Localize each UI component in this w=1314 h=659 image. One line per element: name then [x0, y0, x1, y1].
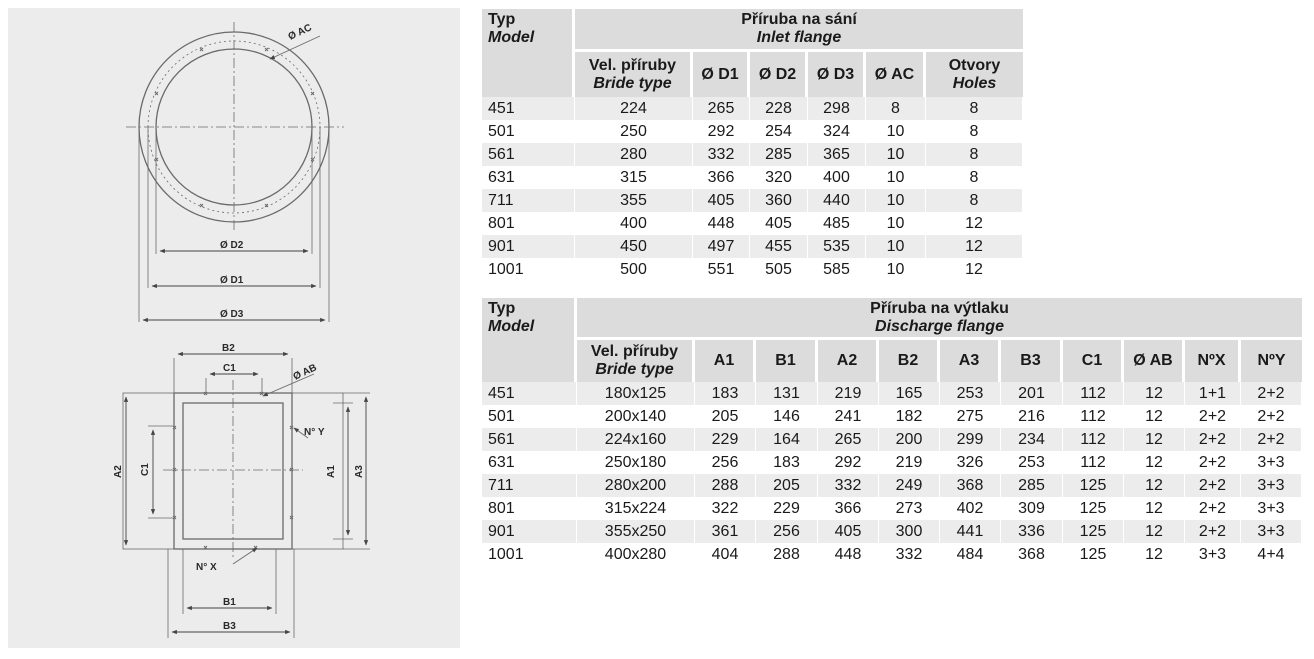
- value-cell: 10: [866, 166, 926, 189]
- value-cell: 2+2: [1185, 474, 1241, 497]
- table-row: [482, 143, 1023, 166]
- label-ab: Ø AB: [291, 362, 319, 383]
- discharge-column-header: [1124, 340, 1185, 382]
- column-header-sublabel: Bride type: [595, 361, 674, 378]
- value-cell: 360: [750, 189, 808, 212]
- value-cell: 332: [693, 143, 750, 166]
- discharge-column-header: [1001, 340, 1063, 382]
- column-header-label: B3: [1020, 352, 1041, 369]
- value-cell: 229: [695, 428, 756, 451]
- model-cell: 711: [482, 189, 575, 212]
- discharge-column-header: [1063, 340, 1124, 382]
- value-cell: 273: [879, 497, 940, 520]
- value-cell: 280: [575, 143, 693, 166]
- inlet-group-header: [575, 9, 1023, 52]
- model-cell: 451: [482, 97, 575, 120]
- value-cell: 368: [940, 474, 1001, 497]
- value-cell: 8: [926, 120, 1023, 143]
- value-cell: 3+3: [1241, 474, 1302, 497]
- value-cell: 265: [693, 97, 750, 120]
- value-cell: 405: [750, 212, 808, 235]
- value-cell: 405: [818, 520, 879, 543]
- value-cell: 448: [693, 212, 750, 235]
- discharge-column-header: [1185, 340, 1241, 382]
- value-cell: 125: [1063, 497, 1124, 520]
- value-cell: 12: [926, 235, 1023, 258]
- value-cell: 219: [879, 451, 940, 474]
- model-cell: 631: [482, 166, 575, 189]
- value-cell: 219: [818, 382, 879, 405]
- value-cell: 292: [818, 451, 879, 474]
- discharge-column-headers: [482, 340, 1302, 382]
- value-cell: 112: [1063, 405, 1124, 428]
- value-cell: 229: [756, 497, 818, 520]
- value-cell: 332: [879, 543, 940, 566]
- value-cell: 3+3: [1185, 543, 1241, 566]
- value-cell: 484: [940, 543, 1001, 566]
- table-row: [482, 497, 1302, 520]
- value-cell: 3+3: [1241, 520, 1302, 543]
- value-cell: 2+2: [1185, 451, 1241, 474]
- value-cell: 131: [756, 382, 818, 405]
- header-typ-label: Typ: [488, 11, 516, 28]
- inlet-column-header: [575, 52, 693, 97]
- value-cell: 254: [750, 120, 808, 143]
- table-row: [482, 212, 1023, 235]
- table-row: [482, 97, 1023, 120]
- inlet-column-header: [926, 52, 1023, 97]
- value-cell: 400x280: [577, 543, 695, 566]
- value-cell: 10: [866, 120, 926, 143]
- value-cell: 200x140: [577, 405, 695, 428]
- value-cell: 112: [1063, 451, 1124, 474]
- column-header-label: Ø AB: [1133, 352, 1173, 369]
- value-cell: 125: [1063, 520, 1124, 543]
- table-row: [482, 189, 1023, 212]
- table-row: [482, 428, 1302, 451]
- discharge-column-header: [818, 340, 879, 382]
- inlet-subtitle: Inlet flange: [756, 29, 842, 46]
- model-cell: 501: [482, 405, 577, 428]
- label-d3: Ø D3: [220, 309, 244, 320]
- value-cell: 12: [1124, 497, 1185, 520]
- value-cell: 400: [808, 166, 866, 189]
- label-nx: N° X: [196, 562, 217, 573]
- discharge-subtitle: Discharge flange: [875, 317, 1004, 335]
- column-header-label: Ø D3: [816, 65, 855, 83]
- value-cell: 332: [818, 474, 879, 497]
- value-cell: 2+2: [1241, 405, 1302, 428]
- discharge-column-header: [756, 340, 818, 382]
- value-cell: 10: [866, 143, 926, 166]
- value-cell: 505: [750, 258, 808, 281]
- value-cell: 183: [756, 451, 818, 474]
- value-cell: 585: [808, 258, 866, 281]
- value-cell: 8: [926, 97, 1023, 120]
- value-cell: 1+1: [1185, 382, 1241, 405]
- label-b1: B1: [223, 597, 236, 608]
- value-cell: 2+2: [1241, 428, 1302, 451]
- value-cell: 183: [695, 382, 756, 405]
- discharge-flange-table: [482, 298, 1302, 566]
- column-header-label: A3: [958, 352, 980, 369]
- label-d1: Ø D1: [220, 275, 244, 286]
- value-cell: 12: [1124, 451, 1185, 474]
- value-cell: 2+2: [1185, 497, 1241, 520]
- inlet-flange-table: [482, 9, 1023, 281]
- value-cell: 12: [1124, 520, 1185, 543]
- model-cell: 901: [482, 520, 577, 543]
- label-a2: A2: [113, 465, 124, 478]
- value-cell: 355: [575, 189, 693, 212]
- model-cell: 561: [482, 143, 575, 166]
- value-cell: 551: [693, 258, 750, 281]
- value-cell: 455: [750, 235, 808, 258]
- value-cell: 250x180: [577, 451, 695, 474]
- model-cell: 1001: [482, 543, 577, 566]
- value-cell: 200: [879, 428, 940, 451]
- inlet-column-header: [808, 52, 866, 97]
- column-header-label: A2: [836, 352, 858, 369]
- value-cell: 12: [1124, 474, 1185, 497]
- label-d2: Ø D2: [220, 240, 244, 251]
- value-cell: 3+3: [1241, 451, 1302, 474]
- column-header-label: NºY: [1257, 352, 1286, 369]
- value-cell: 448: [818, 543, 879, 566]
- value-cell: 292: [693, 120, 750, 143]
- value-cell: 366: [693, 166, 750, 189]
- value-cell: 12: [1124, 543, 1185, 566]
- value-cell: 112: [1063, 428, 1124, 451]
- value-cell: 8: [866, 97, 926, 120]
- value-cell: 216: [1001, 405, 1063, 428]
- table-row: [482, 235, 1023, 258]
- label-ny: N° Y: [304, 427, 325, 438]
- column-header-label: A1: [713, 352, 735, 369]
- value-cell: 2+2: [1241, 382, 1302, 405]
- value-cell: 224: [575, 97, 693, 120]
- column-header-label: B2: [897, 352, 919, 369]
- label-b3: B3: [223, 621, 236, 632]
- value-cell: 366: [818, 497, 879, 520]
- value-cell: 365: [808, 143, 866, 166]
- table-row: [482, 474, 1302, 497]
- value-cell: 497: [693, 235, 750, 258]
- model-cell: 501: [482, 120, 575, 143]
- label-a3: A3: [354, 465, 365, 478]
- value-cell: 205: [756, 474, 818, 497]
- value-cell: 234: [1001, 428, 1063, 451]
- table-row: [482, 520, 1302, 543]
- value-cell: 285: [1001, 474, 1063, 497]
- model-cell: 561: [482, 428, 577, 451]
- model-cell: 631: [482, 451, 577, 474]
- value-cell: 256: [756, 520, 818, 543]
- value-cell: 275: [940, 405, 1001, 428]
- value-cell: 288: [756, 543, 818, 566]
- value-cell: 249: [879, 474, 940, 497]
- value-cell: 320: [750, 166, 808, 189]
- discharge-group-header: [577, 298, 1302, 340]
- value-cell: 309: [1001, 497, 1063, 520]
- value-cell: 125: [1063, 543, 1124, 566]
- value-cell: 4+4: [1241, 543, 1302, 566]
- discharge-title: Příruba na výtlaku: [870, 299, 1009, 317]
- value-cell: 224x160: [577, 428, 695, 451]
- value-cell: 450: [575, 235, 693, 258]
- label-c1-side: C1: [140, 463, 151, 476]
- value-cell: 2+2: [1185, 405, 1241, 428]
- table-row: [482, 405, 1302, 428]
- value-cell: 315: [575, 166, 693, 189]
- inlet-title: Příruba na sání: [741, 11, 857, 28]
- inlet-column-header: [750, 52, 808, 97]
- value-cell: 125: [1063, 474, 1124, 497]
- discharge-column-header: [577, 340, 695, 382]
- value-cell: 288: [695, 474, 756, 497]
- discharge-flange-view: [123, 358, 370, 638]
- value-cell: 10: [866, 212, 926, 235]
- value-cell: 12: [926, 258, 1023, 281]
- label-a1: A1: [326, 465, 337, 478]
- value-cell: 405: [693, 189, 750, 212]
- value-cell: 315x224: [577, 497, 695, 520]
- value-cell: 10: [866, 258, 926, 281]
- model-cell: 711: [482, 474, 577, 497]
- value-cell: 355x250: [577, 520, 695, 543]
- table-row: [482, 543, 1302, 566]
- model-cell: 451: [482, 382, 577, 405]
- value-cell: 404: [695, 543, 756, 566]
- value-cell: 500: [575, 258, 693, 281]
- column-header-label: Ø D1: [701, 65, 739, 83]
- table-row: [482, 120, 1023, 143]
- value-cell: 250: [575, 120, 693, 143]
- value-cell: 241: [818, 405, 879, 428]
- discharge-column-header: [1241, 340, 1302, 382]
- value-cell: 165: [879, 382, 940, 405]
- value-cell: 12: [926, 212, 1023, 235]
- table-row: [482, 258, 1023, 281]
- column-header-sublabel: Holes: [952, 74, 997, 92]
- column-header-sublabel: Bride type: [593, 74, 672, 92]
- value-cell: 256: [695, 451, 756, 474]
- discharge-column-header: [695, 340, 756, 382]
- flange-drawing: [8, 8, 460, 648]
- value-cell: 182: [879, 405, 940, 428]
- discharge-dimension-lines: [126, 354, 366, 632]
- value-cell: 10: [866, 235, 926, 258]
- value-cell: 12: [1124, 428, 1185, 451]
- column-header-label: C1: [1081, 352, 1103, 369]
- value-cell: 322: [695, 497, 756, 520]
- value-cell: 441: [940, 520, 1001, 543]
- value-cell: 8: [926, 143, 1023, 166]
- inlet-table-body: [482, 97, 1023, 281]
- value-cell: 253: [940, 382, 1001, 405]
- value-cell: 285: [750, 143, 808, 166]
- label-b2: B2: [222, 343, 235, 354]
- discharge-column-header: [940, 340, 1001, 382]
- flange-drawing-panel: [8, 8, 460, 648]
- value-cell: 228: [750, 97, 808, 120]
- table-row: [482, 166, 1023, 189]
- value-cell: 402: [940, 497, 1001, 520]
- column-header-label: Ø AC: [874, 65, 915, 83]
- value-cell: 2+2: [1185, 428, 1241, 451]
- value-cell: 12: [1124, 382, 1185, 405]
- value-cell: 146: [756, 405, 818, 428]
- model-cell: 1001: [482, 258, 575, 281]
- label-c1-top: C1: [223, 363, 236, 374]
- value-cell: 3+3: [1241, 497, 1302, 520]
- value-cell: 112: [1063, 382, 1124, 405]
- value-cell: 336: [1001, 520, 1063, 543]
- column-header-label: Vel. příruby: [588, 56, 677, 74]
- value-cell: 324: [808, 120, 866, 143]
- label-ac: Ø AC: [286, 22, 314, 43]
- value-cell: 300: [879, 520, 940, 543]
- value-cell: 485: [808, 212, 866, 235]
- model-cell: 801: [482, 497, 577, 520]
- inlet-column-header: [693, 52, 750, 97]
- value-cell: 253: [1001, 451, 1063, 474]
- value-cell: 2+2: [1185, 520, 1241, 543]
- column-header-label: Otvory: [948, 56, 1001, 74]
- value-cell: 8: [926, 189, 1023, 212]
- header-typ-label: Typ: [488, 300, 516, 317]
- table-row: [482, 382, 1302, 405]
- header-model: [482, 9, 575, 97]
- column-header-label: NºX: [1197, 352, 1226, 369]
- value-cell: 201: [1001, 382, 1063, 405]
- column-header-label: Ø D2: [758, 65, 797, 83]
- value-cell: 299: [940, 428, 1001, 451]
- header-model: [482, 298, 577, 382]
- model-cell: 801: [482, 212, 575, 235]
- value-cell: 440: [808, 189, 866, 212]
- value-cell: 535: [808, 235, 866, 258]
- inlet-column-header: [866, 52, 926, 97]
- value-cell: 400: [575, 212, 693, 235]
- header-model-label: Model: [488, 29, 535, 46]
- table-row: [482, 451, 1302, 474]
- discharge-column-header: [879, 340, 940, 382]
- model-cell: 901: [482, 235, 575, 258]
- value-cell: 280x200: [577, 474, 695, 497]
- value-cell: 205: [695, 405, 756, 428]
- value-cell: 8: [926, 166, 1023, 189]
- value-cell: 10: [866, 189, 926, 212]
- value-cell: 298: [808, 97, 866, 120]
- value-cell: 326: [940, 451, 1001, 474]
- value-cell: 265: [818, 428, 879, 451]
- value-cell: 164: [756, 428, 818, 451]
- header-model-label: Model: [488, 318, 535, 335]
- value-cell: 361: [695, 520, 756, 543]
- value-cell: 12: [1124, 405, 1185, 428]
- column-header-label: B1: [775, 352, 796, 369]
- value-cell: 368: [1001, 543, 1063, 566]
- column-header-label: Vel. příruby: [590, 343, 679, 360]
- discharge-table-body: [482, 382, 1302, 566]
- value-cell: 180x125: [577, 382, 695, 405]
